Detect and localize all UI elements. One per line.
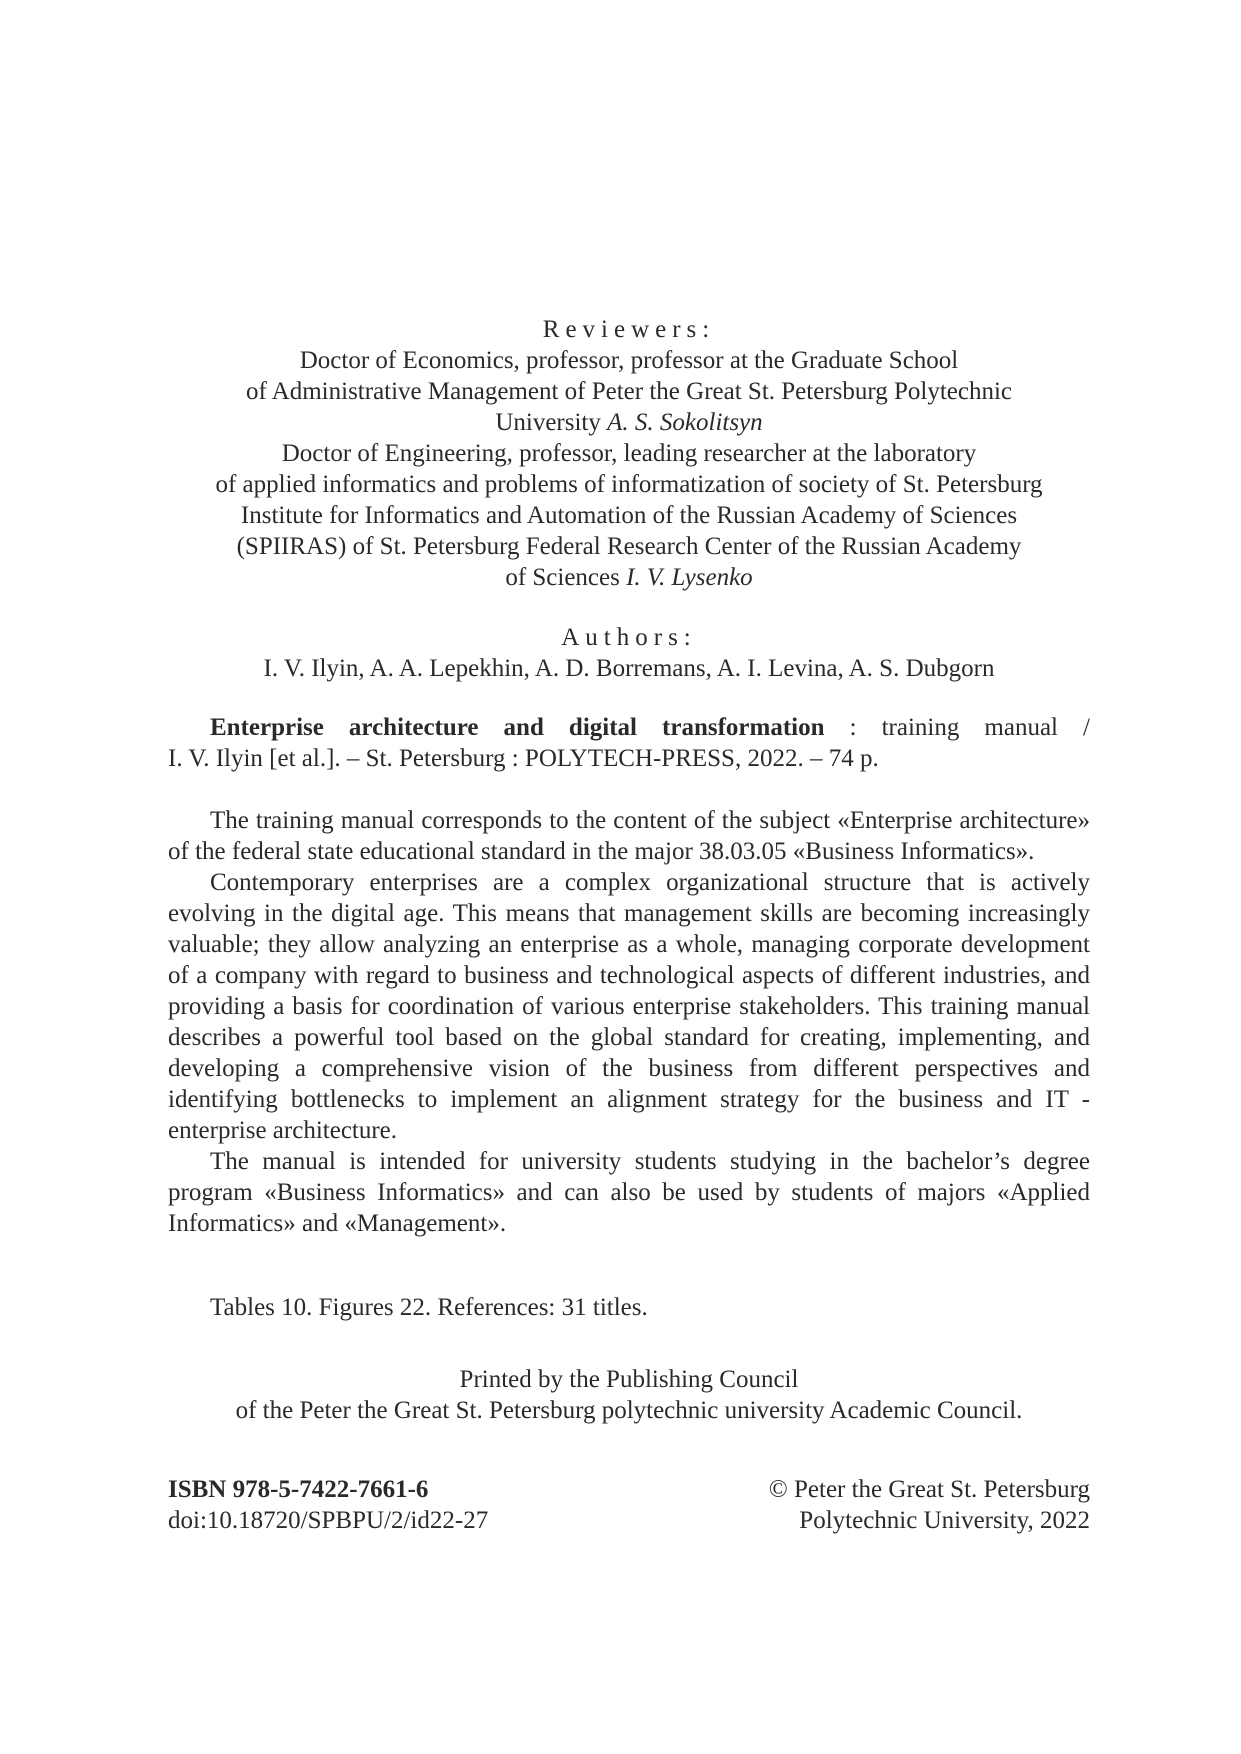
reviewer1-name: A. S. Sokolitsyn xyxy=(607,409,763,436)
abstract-paragraph-3: The manual is intended for university students studying in the bachelor’s degree program «Business Informatics» and can also be used by students of majors «Applied Informatics» and «Management». xyxy=(168,1148,1090,1237)
reviewer2-line5 xyxy=(168,562,1090,593)
abstract-section xyxy=(168,805,1090,1239)
reviewer2-line3: Institute for Informatics and Automation of the Russian Academy of Sciences xyxy=(240,502,1018,529)
reviewer2-line2: of applied informatics and problems of informatization of society of St. Petersburg xyxy=(215,471,1043,498)
isbn: ISBN 978-5-7422-7661-6 xyxy=(168,1476,429,1503)
reviewer1-line1: Doctor of Economics, professor, professor at the Graduate School xyxy=(299,347,959,374)
book-title: Enterprise architecture and digital transformation xyxy=(210,714,825,741)
copyright-block xyxy=(700,1474,1090,1536)
copyright-line1: © Peter the Great St. Petersburg xyxy=(768,1476,1090,1503)
printed-line1: Printed by the Publishing Council xyxy=(459,1366,799,1393)
reviewer2-line1: Doctor of Engineering, professor, leading researcher at the laboratory xyxy=(281,440,977,467)
abstract-paragraph-2: Contemporary enterprises are a complex organizational structure that is actively evolving in the digital age. This means that management skills are becoming increasingly valuable; they allow analyzing an enterprise as a whole, managing corporate development of a company with regard to business and technological aspects of different industries, and providing a basis for coordination of various enterprise stakeholders. This training manual describes a powerful tool based on the global standard for creating, implementing, and developing a comprehensive vision of the business from different perspectives and identifying bottlenecks to implement an alignment strategy for the business and IT - enterprise architecture. xyxy=(168,869,1090,1144)
printed-by-note xyxy=(168,1364,1090,1426)
reviewers-heading: Reviewers: xyxy=(542,316,716,343)
reviewer2-line5-prefix: of Sciences xyxy=(505,564,620,591)
bibliographic-line1 xyxy=(168,712,1090,743)
bibliographic-line2: I. V. Ilyin [et al.]. – St. Petersburg : POLYTECH-PRESS, 2022. – 74 p. xyxy=(168,745,879,772)
authors-section xyxy=(168,622,1090,684)
authors-heading: Authors: xyxy=(561,624,697,651)
doi: doi:10.18720/SPBPU/2/id22-27 xyxy=(168,1507,489,1534)
bibliographic-record xyxy=(168,712,1090,774)
reviewer1-line3-prefix: University xyxy=(495,409,601,436)
isbn-block xyxy=(168,1474,688,1536)
reviewer1-line2: of Administrative Management of Peter the Great St. Petersburg Polytechnic xyxy=(245,378,1013,405)
reviewer1-line3 xyxy=(168,407,1090,438)
abstract-paragraph-1: The training manual corresponds to the content of the subject «Enterprise architecture» of the federal state educational standard in the major 38.03.05 «Business Informatics». xyxy=(168,807,1090,865)
reviewer2-line4: (SPIIRAS) of St. Petersburg Federal Research Center of the Russian Academy xyxy=(236,533,1022,560)
printed-line2: of the Peter the Great St. Petersburg polytechnic university Academic Council. xyxy=(235,1397,1023,1424)
reviewers-section xyxy=(168,314,1090,593)
reviewer2-name: I. V. Lysenko xyxy=(626,564,753,591)
copyright-line2: Polytechnic University, 2022 xyxy=(799,1507,1090,1534)
bibliographic-line1-rest: : training manual / xyxy=(824,714,1090,741)
authors-names: I. V. Ilyin, A. A. Lepekhin, A. D. Borremans, A. I. Levina, A. S. Dubgorn xyxy=(263,655,995,682)
publication-stats: Tables 10. Figures 22. References: 31 titles. xyxy=(210,1294,648,1321)
